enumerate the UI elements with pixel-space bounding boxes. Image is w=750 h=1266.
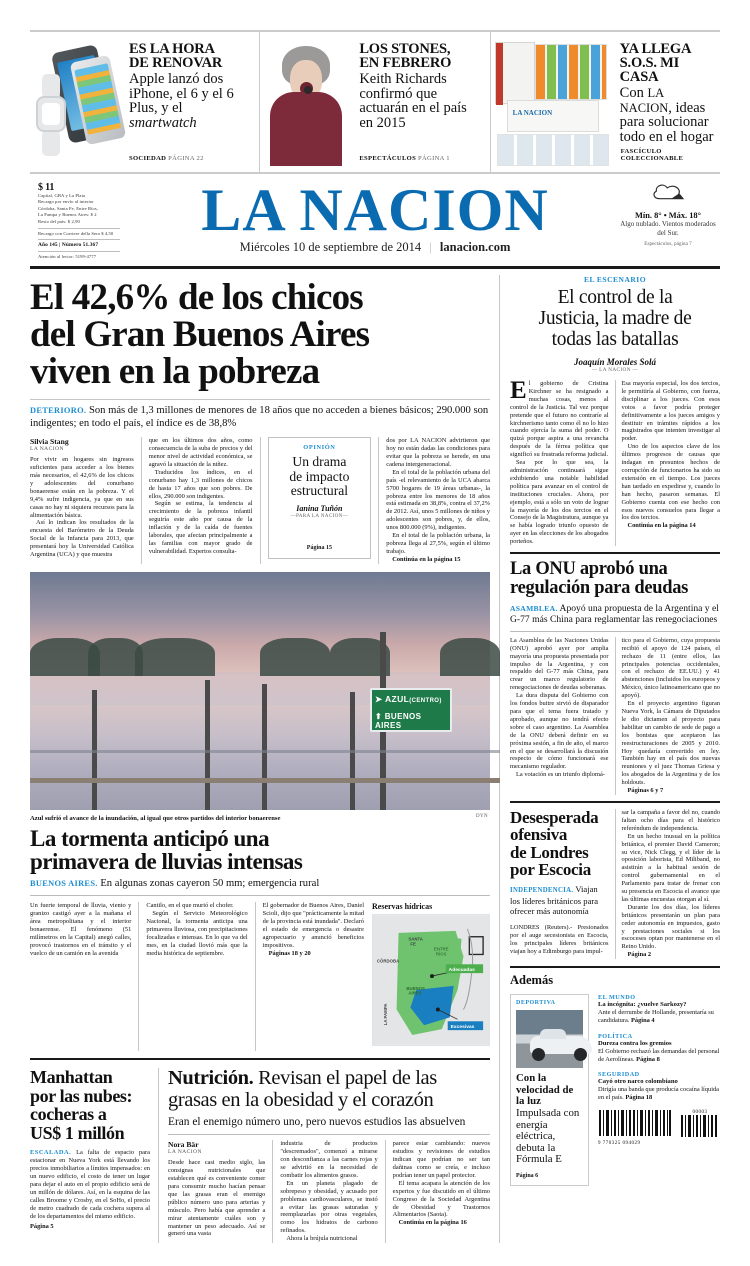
continues-link[interactable]: Continúa en la página 14 xyxy=(627,522,696,530)
paragraph: En el total de la población urbana del país -el relevamiento de la UCA abarca 5700 hogares de 19 áreas urbanas-, la pobreza entre los menores de 18 años está estimada en 38,8%, contra el 37,2% de 2012. Así, unos 5 millones de niños y adolescentes son pobres, y, de ellos, unos 800.000 (9%), indigentes. xyxy=(386,468,490,532)
ademas-title: Además xyxy=(510,973,554,988)
promo-kicker-line2: S.O.S. MI CASA xyxy=(619,55,680,85)
main-story-columns xyxy=(30,437,490,564)
storm-col-1 xyxy=(30,902,131,1051)
page-link[interactable]: Páginas 18 y 20 xyxy=(268,949,311,957)
ademas-item-deck: Dirigía una banda que producía cocaína líquida en el país. Página 18 xyxy=(598,1086,720,1102)
weather-widget[interactable] xyxy=(620,180,716,247)
escenario-section xyxy=(510,275,720,373)
map-graphic xyxy=(372,914,490,1046)
svg-text:AIRES: AIRES xyxy=(408,991,422,997)
road-sign xyxy=(370,688,452,732)
barcode-ean-number: 9 770325 094029 xyxy=(598,1140,641,1146)
paragraph: dos por LA NACION advirtieron que hoy no están dadas las condiciones para evitar que la pobreza se herede, en una cadena intergeneracional. xyxy=(386,437,490,468)
opinion-author-sub: —PARA LA NACION— xyxy=(290,513,349,520)
svg-text:RÍOS: RÍOS xyxy=(435,951,447,957)
escocia-lede xyxy=(510,884,609,916)
masthead-rule xyxy=(30,266,720,269)
paragraph: Según el Servicio Meteorológico Nacional, la tormenta anticipa una primavera lluviosa, con precipitaciones focalizadas e intensas. En lo que va del mes, en la ciudad llovió más que la media histórica de septiembre. xyxy=(146,910,248,957)
escocia-headline: Desesperada ofensiva de Londres por Escocia xyxy=(510,807,599,880)
onu-col-1 xyxy=(510,637,609,795)
paragraph: En un planeta plagado de sobrepeso y obesidad, y acusado por problemas cardiovasculares, se instó a evitar las grasas saturadas y reemplazarlas por otras vegetales, como los hidratos de carbono refinados. xyxy=(280,1179,378,1235)
storm-headline[interactable] xyxy=(30,827,490,874)
nutricion-col-2 xyxy=(272,1140,377,1243)
main-lede xyxy=(30,405,490,430)
storm-headline-line1: La tormenta anticipó una xyxy=(30,825,270,851)
svg-text:ENTRE: ENTRE xyxy=(433,946,449,952)
promo-item-iphone[interactable] xyxy=(30,32,259,172)
iphone-and-watch-photo xyxy=(30,38,122,166)
escocia-lede-text: Viajan los líderes británicos para ofrecer más autonomía xyxy=(510,883,599,916)
paragraph: Ahora la brújula nutricional xyxy=(286,1235,358,1243)
paragraph: Uno de los aspectos clave de los últimos progresos de causas que indagan en presuntos hechos de corrupción de funcionarios ha sido su extensión en el tiempo. Los jueces han tardado en expedirse y, cuando lo han hecho, pasaron semanas. El Gobierno cuenta con ese hecho con esos nuevos consuelos para llegar a los dos tercios. xyxy=(621,443,720,522)
ademas-item-deck: Ante el derrumbe de Hollande, presentaría su candidatura. Página 4 xyxy=(598,1009,714,1024)
page-link[interactable]: Páginas 6 y 7 xyxy=(627,787,664,795)
paragraph: Traducidos los índices, en el conurbano hay 1,3 millones de chicos de hasta 17 años que son pobres. De ellos, 290.000 son indigentes. xyxy=(148,468,253,500)
paragraph: industria de productos "descremados", comenzó a mirarse con desconfianza a las carnes rojas y se advirtió en la necesidad de combatir los alimentos grasos. xyxy=(280,1140,378,1179)
main-col4-text xyxy=(386,437,490,564)
list-item[interactable] xyxy=(598,1071,720,1102)
nutricion-headline: Nutrición. Revisan el papel de las grasas en la obesidad y el corazón xyxy=(168,1067,437,1111)
opinion-kicker: OPINIÓN xyxy=(303,444,336,452)
paragraph: Según se estima, la tendencia al crecimiento de la pobreza infantil seguiría este año por causa de la inflación y de la caída de fuentes laborales, que afectan principalmente a las familias con mayor grado de vulnerabilidad. Expertos consulta- xyxy=(148,500,253,555)
opinion-page[interactable]: Página 15 xyxy=(306,545,332,552)
manhattan-kicker: ESCALADA. xyxy=(30,1149,72,1157)
left-column xyxy=(30,275,499,1243)
masthead xyxy=(30,178,720,264)
escenario-headline[interactable]: El control de la Justicia, la madre de todas las batallas xyxy=(538,287,692,350)
paragraph: Por vivir en hogares sin ingresos suficientes para acceder a los bienes más necesarios, el 42,6% de los chicos y adolescentes del conurbano bonaerense están en la pobreza. Y el 9,4% sufre indigencia, ya que en sus casas no hay ni siquiera recursos para la alimentación básica. xyxy=(30,456,134,519)
ademas-item-deck: El Gobierno rechazó las demandas del personal de Aerolíneas. Página 8 xyxy=(598,1047,720,1063)
photo-credit: DYN xyxy=(475,813,488,819)
main-byline-sub: LA NACION xyxy=(30,446,64,453)
issue-number: Año 145 | Número 51.367 xyxy=(38,242,99,249)
sign-line-2: ⬆ BUENOS AIRES xyxy=(375,712,422,730)
opinion-author: Ianina Tuñón xyxy=(296,504,343,514)
promo-body-iphone: Apple lanzó dos iPhone, el 6 y el 6 Plus, y el smartwatch xyxy=(129,71,234,131)
ademas-item-headline: La incógnita: ¿vuelve Sarkozy? xyxy=(598,1001,687,1009)
manhattan-text xyxy=(30,1149,150,1231)
promo-kicker-line2: DE RENOVAR xyxy=(129,55,223,71)
onu-headline: La ONU aprobó una regulación para deudas xyxy=(510,559,689,599)
main-col2-text xyxy=(149,437,253,556)
main-col-3-opinion xyxy=(260,437,372,564)
paragraph: En el total de la población urbana, la pobreza llega al 27,5%, según el último trabajo. xyxy=(386,532,490,555)
storm-headline-line2: primavera de lluvias intensas xyxy=(30,849,303,875)
escocia-right xyxy=(615,809,721,959)
barcode-number: 00003 xyxy=(692,1109,708,1115)
onu-col-2 xyxy=(615,637,721,795)
weather-temperatures: Mín. 8° • Máx. 18° xyxy=(635,211,701,220)
main-headline[interactable] xyxy=(30,279,490,390)
ademas-card-kicker: DEPORTIVA xyxy=(516,1000,556,1007)
main-headline-line2: del Gran Buenos Aires xyxy=(30,314,370,355)
formula-e-race-car-photo xyxy=(516,1010,583,1068)
paragraph: La Asamblea de las Naciones Unidas (ONU) aprobó ayer por amplia mayoría una propuesta presentada por impulso de la Argentina, y con respaldo del G-77 más China, para crear un marco regulatorio de renegociaciones de deudas soberanas. xyxy=(510,636,609,692)
sos-mi-casa-collection-photo xyxy=(491,38,613,166)
price-note: Recargo con Corriere della Sera $ 4,50 xyxy=(38,230,114,236)
paragraph: La votación es un triunfo diplomá- xyxy=(516,771,605,779)
barcode-area xyxy=(598,1110,720,1146)
main-lede-kicker: DETERIORO. xyxy=(30,406,87,415)
page-link[interactable]: Página 5 xyxy=(30,1223,54,1231)
promo-body-stones: Keith Richards confirmó que actuarán en el país en 2015 xyxy=(359,71,467,131)
website-url[interactable]: lanacion.com xyxy=(439,240,511,254)
paragraph: El gobernador de Buenos Aires, Daniel Scioli, dijo que "prácticamente la mitad de la provincia está inundada". Declaró el estado de emergencia o desastre agropecuario y anunció beneficios impositivos. xyxy=(262,902,364,949)
manhattan-headline: Manhattan por las nubes: cocheras a US$ 1 millón xyxy=(30,1067,133,1143)
nutricion-col-3 xyxy=(385,1140,490,1243)
promo-item-sos[interactable] xyxy=(490,32,720,172)
paragraph: Durante los dos días, los líderes británicos presentarán un plan para ceder autonomía en impuestos, gasto y prestaciones sociales si los escoceses optan por mantenerse en el Reino Unido. xyxy=(621,903,720,951)
nutricion-byline: Nora Bär xyxy=(168,1140,199,1150)
promo-kicker-line1: LOS STONES, xyxy=(359,41,451,57)
paragraph: Desde hace casi medio siglo, las consignas nutricionales que establecen qué es conveniente comer para consumir mucho hacían pensar que las grasas eran el enemigo público número uno para arterias y músculo. Pero había que aprender a mirar atentamente cuáles son y mantener un peso adecuado. Así se generó una vasta xyxy=(168,1159,266,1238)
onu-columns xyxy=(510,637,720,795)
nutricion-columns xyxy=(168,1140,490,1243)
escocia-lede-kicker: INDEPENDENCIA. xyxy=(510,886,574,894)
weather-description: Algo nublado. Vientos moderados del Sur. xyxy=(620,220,716,237)
svg-text:BUENOS: BUENOS xyxy=(406,986,425,992)
page-title: LA NACION xyxy=(201,177,549,243)
barcode-addon-icon xyxy=(680,1115,720,1141)
manhattan-story[interactable] xyxy=(30,1068,158,1243)
ademas-card-page[interactable]: Página 6 xyxy=(516,1172,539,1179)
promo-section-stones: ESPECTÁCULOS PÁGINA 1 xyxy=(359,155,450,162)
nutricion-subhead: Eran el enemigo número uno, pero nuevos estudios las absuelven xyxy=(168,1116,466,1129)
promo-kicker-line2: EN FEBRERO xyxy=(359,55,452,71)
paragraph: Sea por lo que sea, la administración continuará sigue exhibiendo una notable habilidad política para avanzar en el control de instituciones cruciales. Ahora, por ejemplo, está a sólo un voto de lograr la mayoría de los dos tercios en el Consejo de la Magistratura, aunque ya se había logrado triunfo opuesto de ayer en las elecciones de los abogados porteños. xyxy=(510,459,609,546)
paragraph: LONDRES (Reuters).- Presionados por el auge secesionista en Escocia, los principales líderes británicos viajan hoy a Edimburgo para impul- xyxy=(510,923,609,955)
escenario-columns xyxy=(510,377,720,546)
bottom-left-grid xyxy=(30,1068,490,1243)
top-promo-strip xyxy=(30,0,720,174)
svg-text:FE: FE xyxy=(410,941,416,947)
promo-section-iphone: SOCIEDAD PÁGINA 22 xyxy=(129,155,204,162)
ademas-item-list xyxy=(589,994,720,1186)
list-item[interactable] xyxy=(598,994,720,1025)
storm-lede-kicker: BUENOS AIRES. xyxy=(30,878,98,888)
nutricion-col-1 xyxy=(168,1140,265,1243)
opinion-box[interactable] xyxy=(268,437,372,559)
paragraph: tico para el Gobierno, cuya propuesta recibió el apoyo de 124 países, el rechazo de 11 (entre ellos, las principales potencias occidentales, con el rechazo de EE.UU.) y 41 abstenciones (incluidos los europeos y México, único latinoamericano que no apoyó). xyxy=(621,636,720,700)
paragraph: Así lo indican los resultados de la encuesta del Barómetro de la Deuda Social de la Infancia para 2013, que presentará hoy la Universidad Católica Argentina (UCA) y que muestra xyxy=(30,519,134,559)
price-line-3: La Pampa y Buenos Aires: $ 2 xyxy=(38,212,97,218)
svg-text:LA PAMPA: LA PAMPA xyxy=(382,1003,388,1026)
ademas-item-section: EL MUNDO xyxy=(598,994,636,1002)
onu-lede xyxy=(510,603,720,626)
main-content-grid xyxy=(30,275,720,1243)
paragraph: El gobierno de Cristina Kirchner se ha resignado a muchas cosas, menos al control de la Justicia. Tal vez porque pretende que el futuro no contraríe al kirchnerismo tanto como él no lo hizo cuando ejercía la suma del poder. O quizá porque aspira a una revancha después de la férrea política que significó su frustrada reforma judicial. xyxy=(510,377,609,459)
continues-link[interactable]: Continúa en la página 15 xyxy=(392,555,461,563)
promo-section-sos: FASCÍCULO COLECCIONABLE xyxy=(620,148,684,162)
manhattan-lede: La falta de espacio para estacionar en Nueva York está llevando los precios inmobiliarios a límites impensados: en un nuevo edificio, el costo de tener un lugar para dejar el auto en el propio edificio será de un millón de dólares. Así, en la esquina de las calles Broome y Crosby, en el SoHo, el precio de metro cuadrado de cada cochera supera al de los departamentos del mismo edificio. xyxy=(30,1149,150,1220)
sign-line-1: ➤ AZUL(CENTRO) xyxy=(375,694,442,704)
storm-body xyxy=(30,902,490,1051)
ademas-item-headline: Cayó otro narco colombiano xyxy=(598,1078,678,1086)
storm-lede-text: En algunas zonas cayeron 50 mm; emergencia rural xyxy=(100,877,320,889)
barcode-ean-icon xyxy=(598,1110,672,1136)
paragraph: En el proyecto argentino figuran Nueva York, la Cámara de Diputados le dio dictamen al proyecto para habilitar un cambio de sede de pago a los bonistas que aceptaron las reestructuraciones de 2005 y 2010. Hoy quedaría convertido en ley. También hay en el país dos nuevas reuniones y el juez Thomas Griesa y los abogados de la Argentina y de los holdouts. xyxy=(621,700,720,787)
ademas-featured-card[interactable] xyxy=(510,994,589,1186)
opinion-title: Un drama de impacto estructural xyxy=(289,454,350,498)
right-column xyxy=(499,275,720,1243)
escenario-author: Joaquín Morales Solá xyxy=(573,357,657,367)
masthead-subline: Miércoles 10 de septiembre de 2014 | lanacion.com xyxy=(239,240,511,254)
price-line-1: Recargo por envío al interior xyxy=(38,199,94,205)
price-amount: $ 11 xyxy=(38,182,55,193)
escocia-story[interactable] xyxy=(510,809,720,959)
cloud-icon xyxy=(651,182,685,202)
weather-reference: Espectáculos, página 7 xyxy=(644,241,692,247)
paragraph: En un hecho inusual en la política británica, el premier David Cameron; su vice, Nick Clegg, y el líder de la oposición laborista, Ed Miliband, no asistirán a la habitual sesión de control gubernamental en el Parlamento para tratar de frenar con su presencia en Escocia el avance que las últimas encuestas otorgan al sí. xyxy=(621,832,720,903)
paragraph: parece estar cambiando: nuevos estudios y revisiones de estudios indican que podrían no ser tan dañinas como se creía, e incluso podrían tener un papel protector. xyxy=(392,1140,490,1179)
nutricion-byline-sub: LA NACION xyxy=(168,1149,202,1156)
photo-caption: Azul sufrió el avance de la inundación, al igual que otros partidos del interior bonaerense xyxy=(30,814,281,822)
svg-text:Adecuadas: Adecuadas xyxy=(448,968,475,974)
publication-date: Miércoles 10 de septiembre de 2014 xyxy=(239,240,422,254)
paragraph: Esa mayoría especial, los dos tercios, le permitiría al Gobierno, con fuerza, disciplinar a los jueces. Con esos votos a favor podría proteger definitivamente a los jueces amigos y destituir en trámites rápidos a los magistrados que intenten investigar al poder. xyxy=(621,380,720,443)
svg-text:SANTA: SANTA xyxy=(408,936,423,942)
list-item[interactable] xyxy=(598,1033,720,1064)
storm-col-2 xyxy=(138,902,247,1051)
escenario-author-sub: — LA NACION — xyxy=(591,367,639,373)
water-reserves-map xyxy=(372,902,490,1051)
price-line-0: Capital, GBA y La Plata xyxy=(38,193,86,198)
paragraph: Cantilo, en el que murió el chofer. xyxy=(146,902,234,910)
onu-story[interactable] xyxy=(510,560,720,795)
paragraph: El tema acapara la atención de los expertos y fue discutido en el último Congreso de la Sociedad Argentina de Obesidad y Trastornos Alimentarios (Saota). xyxy=(392,1179,490,1219)
ademas-section xyxy=(510,973,720,1186)
nutricion-story[interactable] xyxy=(158,1068,490,1243)
ademas-card-desc: Impulsada con energía eléctrica, debuta la Fórmula E xyxy=(516,1106,580,1166)
promo-kicker-line1: ES LA HORA xyxy=(129,41,215,57)
escenario-col-1 xyxy=(510,377,609,546)
onu-lede-kicker: ASAMBLEA. xyxy=(510,604,558,614)
main-col1-text xyxy=(30,456,134,559)
main-col-1 xyxy=(30,437,134,564)
main-col-2 xyxy=(141,437,253,564)
main-col-4 xyxy=(378,437,490,564)
svg-text:CÓRDOBA: CÓRDOBA xyxy=(376,958,400,964)
paragraph: sar la campaña a favor del no, cuando faltan ocho días para el histórico referéndum de independencia. xyxy=(621,808,720,832)
ademas-item-headline: Dureza contra los gremios xyxy=(598,1039,672,1047)
map-title: Reservas hídricas xyxy=(372,902,433,912)
ademas-item-section: POLÍTICA xyxy=(598,1032,633,1040)
paragraph: que en los últimos dos años, como consecuencia de la suba de precios y del menor nivel de actividad económica, se agravó la situación de la niñez. xyxy=(148,437,253,468)
paragraph: Un fuerte temporal de lluvia, viento y granizo castigó ayer a la mañana el área metropolitana y el interior bonaerense. El fenómeno (51 milímetros en la Capital) anegó calles, provocó trastornos en el tránsito y el vuelco de un camión en la avenida xyxy=(30,902,132,957)
escenario-kicker: EL ESCENARIO xyxy=(583,275,647,284)
continues-link[interactable]: Continúa en la página 16 xyxy=(398,1219,467,1227)
promo-kicker-line1: YA LLEGA xyxy=(619,41,692,57)
ademas-card-title: Con la velocidad de la luz xyxy=(516,1072,574,1108)
main-headline-line3: viven en la pobreza xyxy=(30,351,320,392)
mick-jagger-photo xyxy=(260,38,352,166)
storm-lede xyxy=(30,878,490,891)
ademas-item-section: SEGURIDAD xyxy=(598,1071,640,1079)
onu-lede-text: Apoyó una propuesta de la Argentina y el G-77 más China para reglamentar las renegociaciones xyxy=(510,603,719,626)
promo-item-stones[interactable] xyxy=(259,32,489,172)
price-line-4: Resto del país: $ 2,90 xyxy=(38,218,80,224)
storm-col-3 xyxy=(255,902,364,1051)
price-line-2: Córdoba, Santa Fe, Entre Ríos, xyxy=(38,205,99,211)
main-byline: Silvia Stang xyxy=(30,437,69,447)
reader-service-line: Atención al lector: 5199-4777 xyxy=(38,253,97,259)
page-link[interactable]: Página 2 xyxy=(627,951,652,959)
escenario-col-2 xyxy=(615,380,721,546)
promo-body-sos: Con LA NACION, ideas para solucionar todo en el hogar xyxy=(619,85,714,145)
svg-text:Excesivas: Excesivas xyxy=(450,1025,475,1031)
promo-row xyxy=(30,32,720,172)
main-headline-line1: El 42,6% de los chicos xyxy=(30,277,363,318)
paragraph: La dura disputa del Gobierno con los fondos buitre sirvió de disparador para que el tema fuera tratado y aprobado, aunque no tendrá efecto sobre el caso argentino. La Asamblea de la ONU deberá definir en su próxima sesión, a fin de año, el marco en el que se desarrollará la discusión respecto de cómo funcionará ese mecanismo regulador. xyxy=(510,692,609,771)
main-lede-text: Son más de 1,3 millones de menores de 18 años que no acceden a bienes básicos; 290.000 son indigentes; en todo el país, el índice es de 38,8% xyxy=(30,405,489,429)
escocia-left xyxy=(510,809,609,959)
